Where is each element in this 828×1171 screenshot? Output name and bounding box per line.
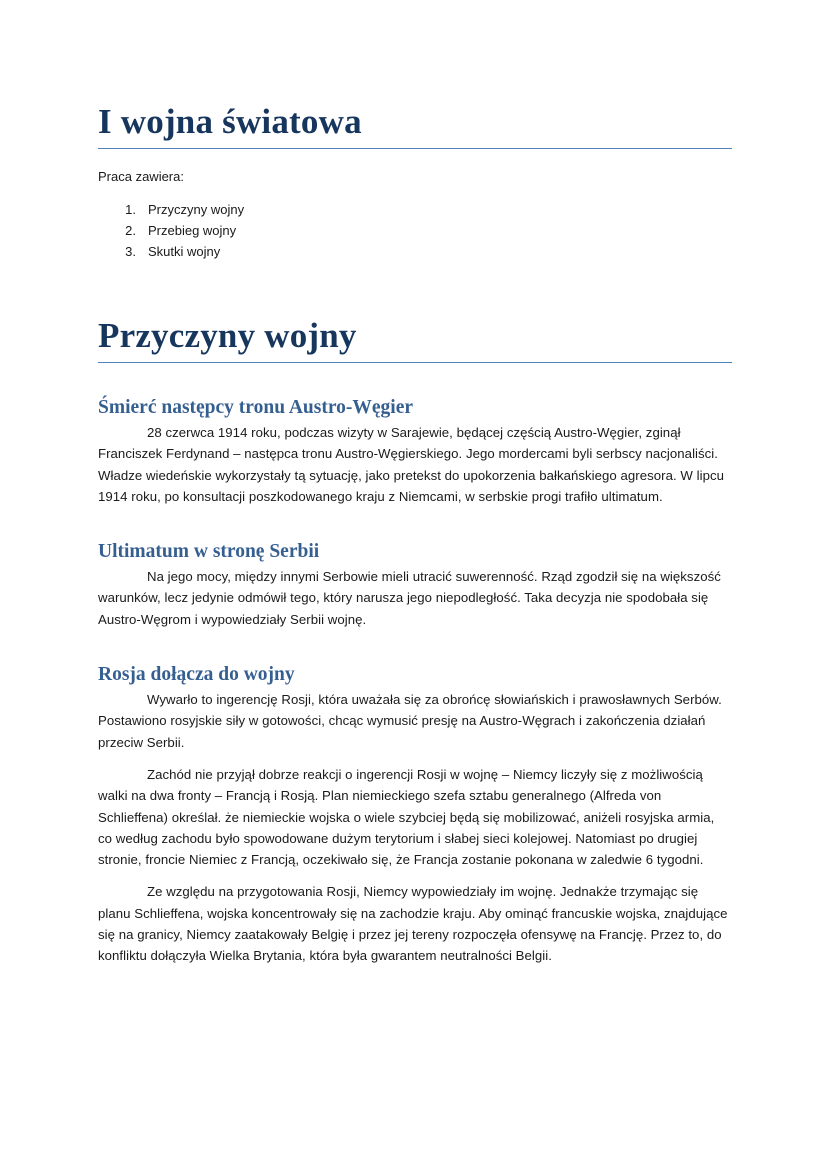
section-paragraph: Na jego mocy, między innymi Serbowie mieli utracić suwerenność. Rząd zgodził się na większość warunków, lecz jedynie odmówił tego, który narusza jego niepodległość. Taka decyzja nie spodobała się Austro-Węgrom i wypowiedziały Serbii wojnę.	[98, 569, 721, 627]
document-page	[98, 0, 732, 967]
toc-item-number: 2.	[125, 223, 136, 238]
section-death-of-heir	[98, 396, 732, 507]
section-paragraph: Wywarło to ingerencję Rosji, która uważała się za obrońcę słowiańskich i prawosławnych Serbów. Postawiono rosyjskie siły w gotowości, chcąc wymusić presję na Austro-Węgrach i zakończenia działań przeciw Serbii.	[98, 692, 722, 750]
intro-text: Praca zawiera:	[98, 169, 184, 184]
section-heading: Rosja dołącza do wojny	[98, 664, 295, 686]
toc-item	[98, 241, 732, 262]
toc-item	[98, 199, 732, 220]
section-heading: Ultimatum w stronę Serbii	[98, 541, 320, 563]
toc-item-label: Przyczyny wojny	[148, 202, 245, 217]
section-paragraph: 28 czerwca 1914 roku, podczas wizyty w Sarajewie, będącej częścią Austro-Węgier, zginął Franciszek Ferdynand – następca tronu Austro-Węgierskiego. Jego mordercami byli serbscy nacjonaliści. Władze wiedeńskie wykorzystały tą sytuację, jako pretekst do upokorzenia bałkańskiego agresora. W lipcu 1914 roku, po konsultacji poszkodowanego kraju z Niemcami, w serbskie progi trafiło ultimatum.	[98, 425, 724, 504]
toc-item-number: 1.	[125, 202, 136, 217]
toc-item	[98, 220, 732, 241]
toc-item-label: Skutki wojny	[148, 244, 221, 259]
document-title: I wojna światowa	[98, 102, 732, 149]
chapter-title: Przyczyny wojny	[98, 316, 732, 363]
section-paragraph: Ze względu na przygotowania Rosji, Niemcy wypowiedziały im wojnę. Jednakże trzymając się planu Schlieffena, wojska koncentrowały się na zachodzie kraju. Aby ominąć francuskie wojska, znajdujące się na granicy, Niemcy zaatakowały Belgię i przez jej tereny rozpoczęła ofensywę na Francję. Przez to, do konfliktu dołączyła Wielka Brytania, która była gwarantem neutralności Belgii.	[98, 884, 728, 964]
section-paragraph: Zachód nie przyjął dobrze reakcji o ingerencji Rosji w wojnę – Niemcy liczyły się z możliwością walki na dwa fronty – Francją i Rosją. Plan niemieckiego szefa sztabu generalnego (Alfreda von Schlieffena) określał. że niemieckie wojska o wiele szybciej będą się mobilizować, aniżeli rosyjska armia, co według zachodu było spowodowane dużym terytorium i słabej sieci kolejowej. Natomiast po drugiej stronie, froncie Niemiec z Francją, oczekiwało się, że Francja zostanie pokonana w zaledwie 6 tygodni.	[98, 766, 715, 868]
toc-item-number: 3.	[125, 244, 136, 259]
toc-item-label: Przebieg wojny	[148, 223, 237, 238]
table-of-contents	[98, 199, 732, 262]
section-ultimatum	[98, 540, 732, 630]
section-russia-joins	[98, 663, 732, 967]
section-heading: Śmierć następcy tronu Austro-Węgier	[98, 397, 414, 418]
